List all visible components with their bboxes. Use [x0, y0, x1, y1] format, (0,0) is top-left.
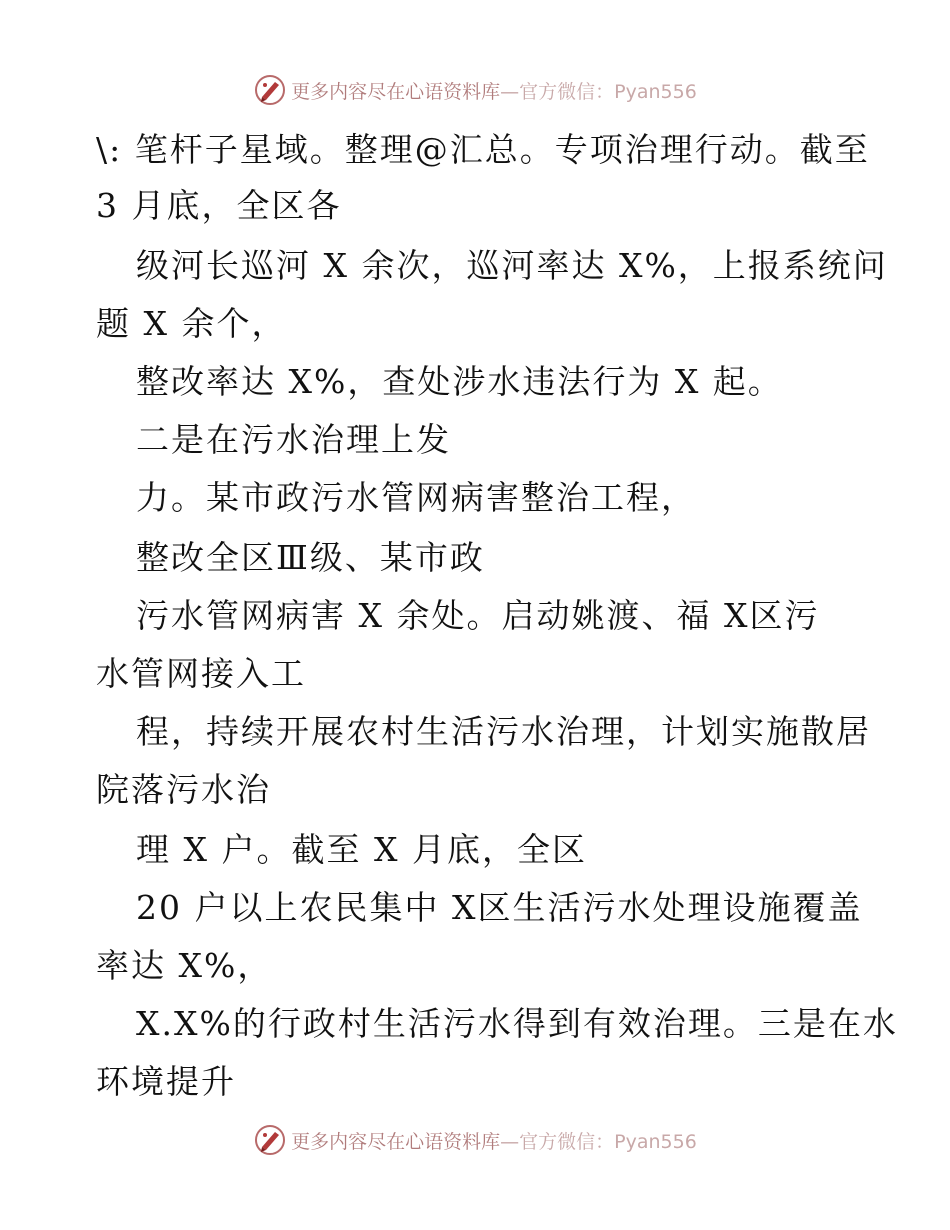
text-line: \: 笔杆子星域。整理@汇总。专项治理行动。截至	[96, 130, 870, 169]
text-line: 3 月底，全区各	[96, 186, 342, 225]
header-banner-text: 更多内容尽在心语资料库—官方微信：Pyan556	[291, 80, 697, 103]
header-banner	[0, 70, 950, 110]
text-line: 程，持续开展农村生活污水治理，计划实施散居	[136, 712, 871, 751]
pen-seal-icon	[253, 73, 287, 107]
pen-seal-icon	[253, 1123, 287, 1157]
text-line: 整改全区Ⅲ级、某市政	[136, 538, 485, 577]
text-line: 污水管网病害 X 余处。启动姚渡、福 X区污	[136, 596, 820, 635]
text-line: 院落污水治	[96, 770, 271, 809]
text-line: 20 户以上农民集中 X区生活污水处理设施覆盖	[136, 888, 863, 927]
text-line: 力。某市政污水管网病害整治工程，	[136, 478, 696, 517]
text-line: 整改率达 X%，查处涉水违法行为 X 起。	[136, 362, 783, 401]
text-line: 环境提升	[96, 1062, 236, 1101]
text-line: 二是在污水治理上发	[136, 420, 451, 459]
text-line: X.X%的行政村生活污水得到有效治理。三是在水	[136, 1004, 898, 1043]
text-line: 题 X 余个，	[96, 304, 287, 343]
footer-banner	[0, 1120, 950, 1160]
text-line: 水管网接入工	[96, 654, 306, 693]
text-line: 率达 X%，	[96, 946, 273, 985]
text-line: 级河长巡河 X 余次，巡河率达 X%，上报系统问	[136, 246, 888, 285]
text-line: 理 X 户。截至 X 月底，全区	[136, 830, 587, 869]
footer-banner-text: 更多内容尽在心语资料库—官方微信：Pyan556	[291, 1130, 697, 1153]
